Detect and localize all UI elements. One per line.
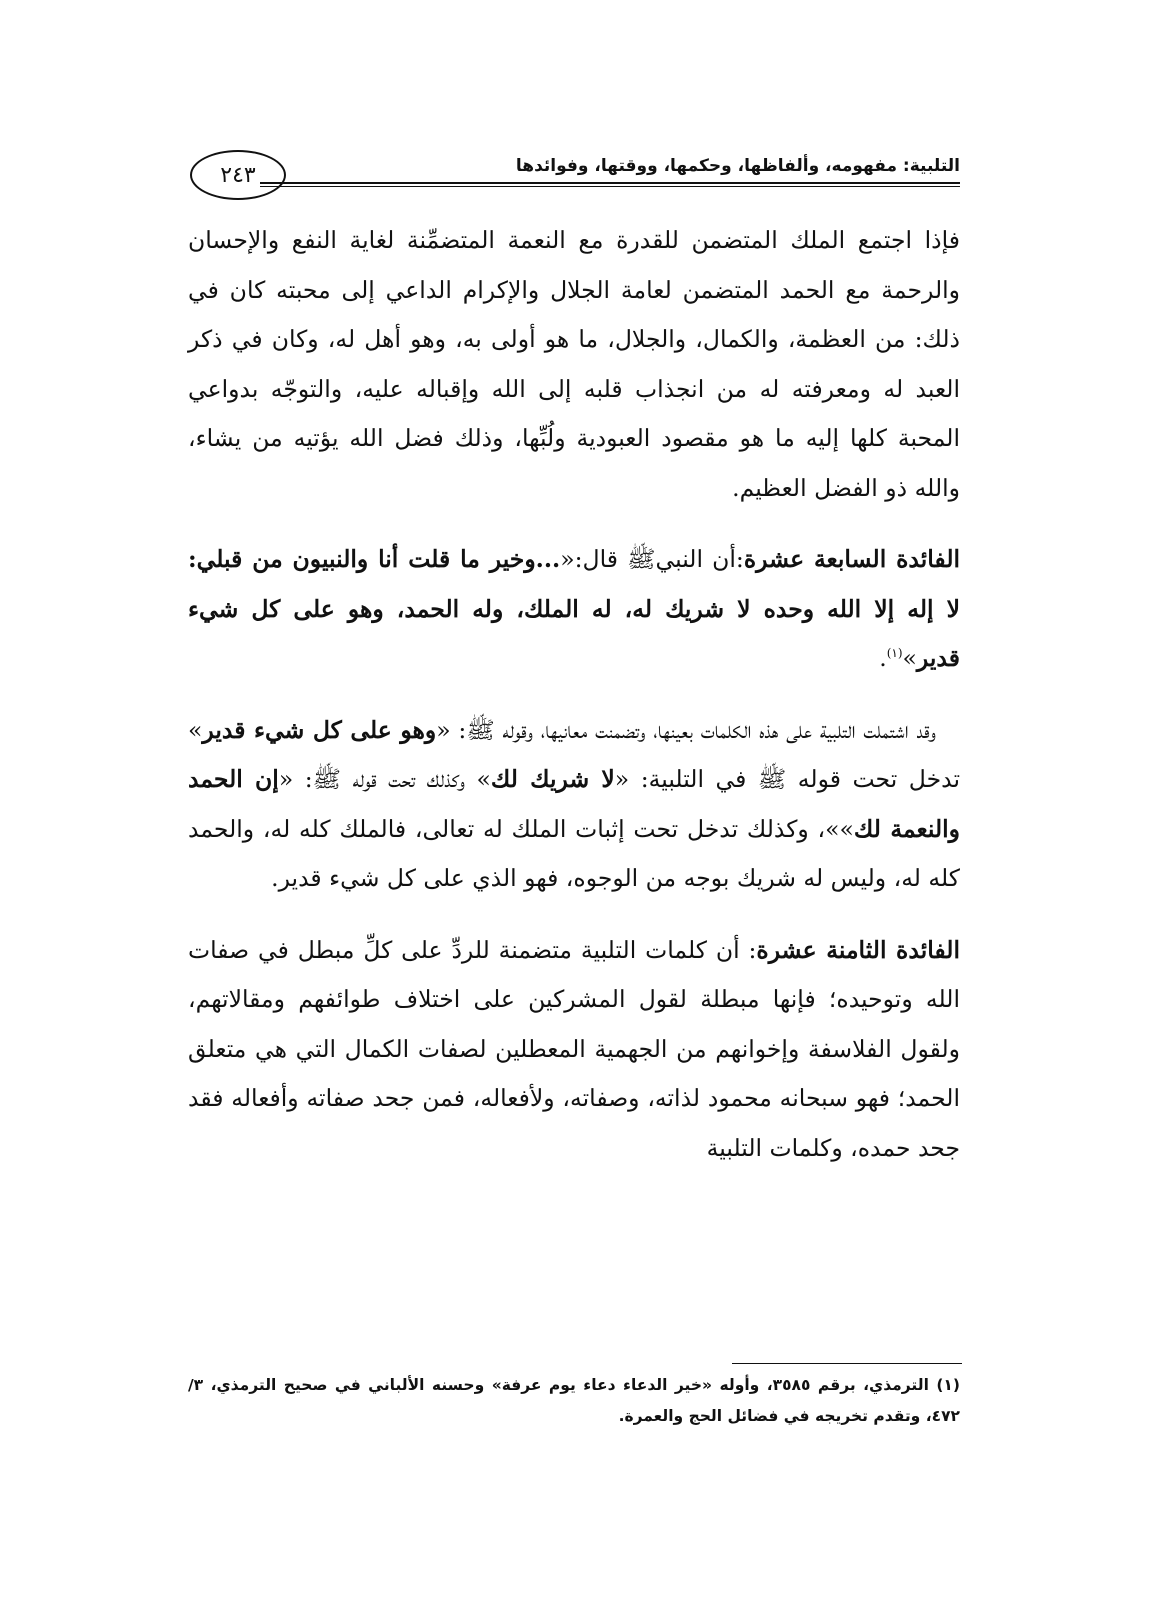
paragraph-3-part-4: »»، وكذلك تدخل تحت إثبات الملك له تعالى، فالملك كله له، والحمد كله له، وليس له شريك بوجه من الوجوه، فهو الذي على كل شيء قدير.: [188, 814, 960, 892]
hadith-quote: ...وخير ما قلت أنا والنبيون من قبلي: لا إله إلا الله وحده لا شريك له، له الملك، وله الحمد، وهو على كل شيء قدير: [188, 545, 960, 672]
paragraph-3: [188, 706, 960, 904]
paragraph-4-text: : أن كلمات التلبية متضمنة للردِّ على كلِّ مبطل في صفات الله وتوحيده؛ فإنها مبطلة لقول المشركين على اختلاف طوائفهم ومقالاتهم، ولقول الفلاسفة وإخوانهم من الجهمية المعطلين لصفات الكمال التي هي متعلق الحمد؛ فهو سبحانه محمود لذاته، وصفاته، ولأفعاله، فمن جحد صفاته وأفعاله فقد جحد حمده، وكلمات التلبية: [188, 935, 960, 1162]
footnote-1: (١) الترمذي، برقم ٣٥٨٥، وأوله «خير الدعاء دعاء يوم عرفة» وحسنه الألباني في صحيح الترمذي، ٣/ ٤٧٢، وتقدم تخريجه في فضائل الحج والعمرة.: [188, 1376, 960, 1425]
paragraph-2-end: .: [879, 644, 887, 672]
footnote-ref-1[interactable]: (١): [886, 646, 903, 661]
running-header: [190, 150, 960, 208]
page-number: ٢٤٣: [220, 162, 256, 188]
phrase-al-hamd: إن الحمد والنعمة لك: [188, 765, 960, 843]
paragraph-2: [188, 535, 960, 684]
running-title: التلبية: مفهومه، وألفاظها، وحكمها، ووقتها، وفوائدها: [515, 156, 960, 176]
paragraph-3-part-2: » تدخل تحت قوله ﷺ في التلبية: «: [188, 715, 961, 793]
paragraph-2-intro: :أن النبيﷺ قال:«: [560, 545, 744, 573]
quote-close: »: [902, 644, 917, 672]
paragraph-1: فإذا اجتمع الملك المتضمن للقدرة مع النعمة المتضمِّنة لغاية النفع والإحسان والرحمة مع الحمد المتضمن لعامة الجلال والإكرام الداعي إلى محبته كان في ذلك: من العظمة، والكمال، والجلال، ما هو أولى به، وهو أهل له، وكان في ذكر العبد له ومعرفته له من انجذاب قلبه إلى الله وإقباله عليه، والتوجّه بدواعي المحبة كلها إليه ما هو مقصود العبودية ولُبِّها، وذلك فضل الله يؤتيه من يشاء، والله ذو الفضل العظيم.: [188, 226, 960, 502]
header-rule: [260, 182, 960, 187]
footnote-separator: [732, 1363, 962, 1364]
benefit-18-label: الفائدة الثامنة عشرة: [756, 935, 960, 964]
phrase-la-sharik: لا شريك لك: [490, 765, 615, 793]
phrase-qadir: وهو على كل شيء قدير: [202, 715, 437, 744]
paragraph-3-part-1: وقد اشتملت التلبية على هذه الكلمات بعينها، وتضمنت معانيها، وقوله ﷺ: «: [436, 715, 937, 744]
benefit-17-label: الفائدة السابعة عشرة: [743, 545, 961, 573]
footnotes: [188, 1370, 960, 1432]
body-text: [188, 216, 960, 1173]
page-number-badge: [190, 150, 286, 200]
paragraph-4: [188, 926, 960, 1174]
paragraph-3-part-3: » وكذلك تحت قوله ﷺ: «: [278, 765, 491, 793]
